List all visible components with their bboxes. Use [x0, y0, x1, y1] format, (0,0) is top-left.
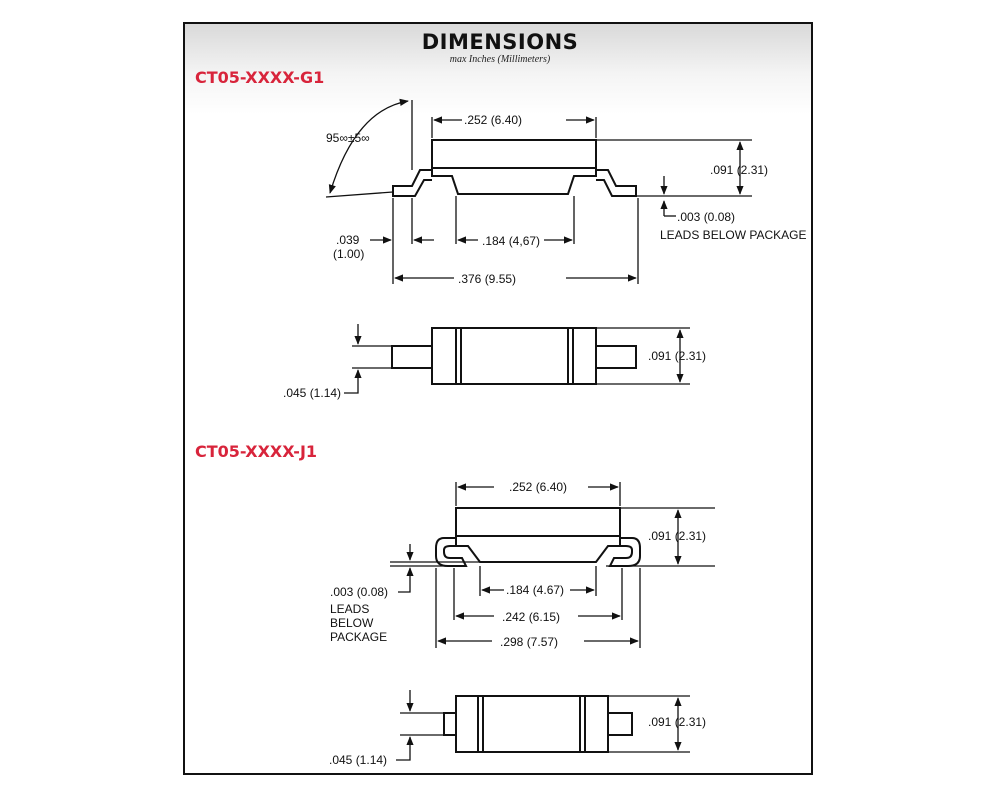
j1-overall-label: .298 (7.57)	[500, 635, 559, 649]
j1-top-lead-label: .045 (1.14)	[329, 753, 388, 767]
j1-package-body	[456, 536, 620, 562]
j1-mid-label: .242 (6.15)	[502, 610, 561, 624]
j1-below-line1: LEADS	[330, 602, 370, 616]
page-title: DIMENSIONS	[421, 30, 579, 54]
g1-baseline-left	[326, 192, 393, 197]
g1-overall-label: .376 (9.55)	[458, 272, 517, 286]
g1-right-lead	[596, 170, 636, 196]
j1-top-view	[329, 690, 706, 767]
page-subtitle: max Inches (Millimeters)	[449, 54, 551, 65]
g1-lead-value-mm: (1.00)	[333, 247, 365, 261]
j1-below-line2: BELOW	[330, 616, 374, 630]
j1-inner-label: .184 (4.67)	[506, 583, 565, 597]
g1-top-height-label: .091 (2.31)	[648, 349, 707, 363]
g1-top-view	[283, 324, 706, 400]
g1-angle-label: 95∞±5∞	[326, 131, 370, 145]
g1-package-body	[432, 168, 596, 194]
j1-height-label: .091 (2.31)	[648, 529, 707, 543]
j1-side-view	[330, 480, 715, 649]
g1-left-lead	[393, 170, 432, 196]
j1-below-value: .003 (0.08)	[330, 585, 389, 599]
g1-angle-arc	[330, 101, 408, 193]
g1-top-lead-label: .045 (1.14)	[283, 386, 342, 400]
j1-top-lead-arrow-up	[396, 737, 410, 760]
g1-top-right-lead	[596, 346, 636, 368]
g1-top-lead-arrow-up	[344, 370, 358, 393]
j1-right-lead	[610, 538, 640, 566]
g1-inner-label: .184 (4,67)	[482, 234, 541, 248]
j1-package-top	[456, 508, 620, 536]
g1-height-label: .091 (2.31)	[710, 163, 769, 177]
g1-package-top	[432, 140, 596, 168]
section-label-j1: CT05-XXXX-J1	[195, 442, 318, 461]
g1-width-label: .252 (6.40)	[464, 113, 523, 127]
g1-side-view	[326, 100, 807, 286]
j1-below-line3: PACKAGE	[330, 630, 388, 644]
j1-top-right-lead	[608, 713, 632, 735]
g1-below-text: LEADS BELOW PACKAGE	[660, 228, 807, 242]
g1-below-value: .003 (0.08)	[677, 210, 736, 224]
j1-top-height-label: .091 (2.31)	[648, 715, 707, 729]
j1-below-arrow-up	[398, 568, 410, 592]
section-label-g1: CT05-XXXX-G1	[195, 68, 325, 87]
g1-lead-value-in: .039	[336, 233, 360, 247]
g1-top-left-lead	[392, 346, 432, 368]
j1-width-label: .252 (6.40)	[509, 480, 568, 494]
